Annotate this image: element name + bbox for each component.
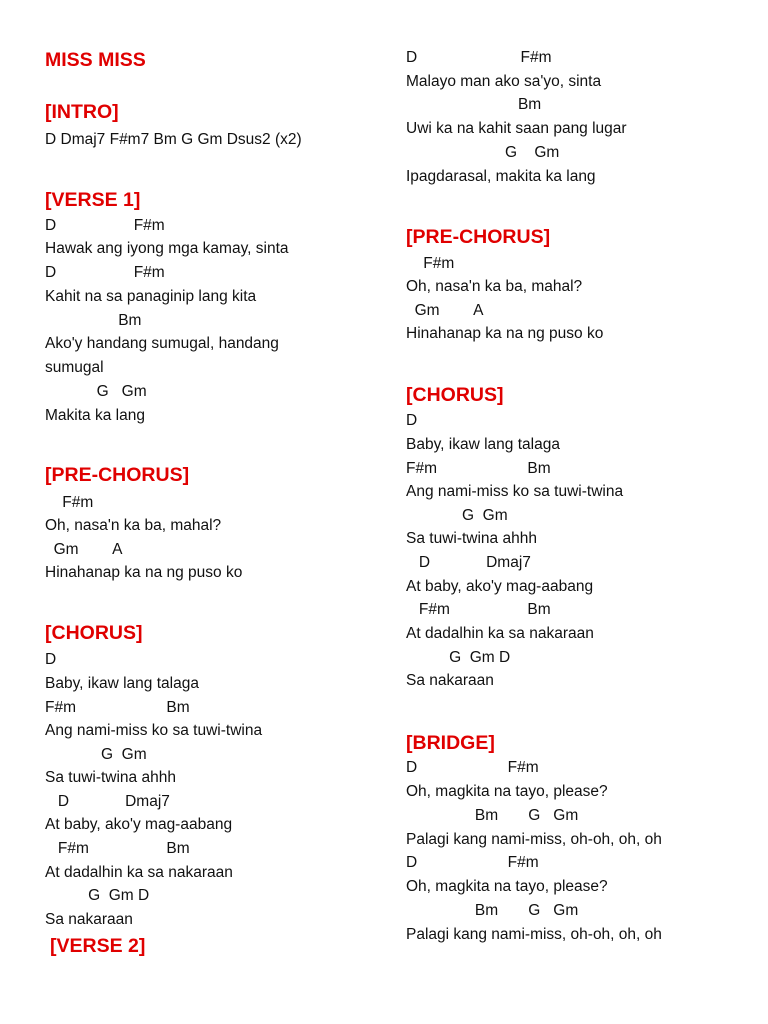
chord-line: G Gm [45,746,147,763]
lyric-line: Hawak ang iyong mga kamay, sinta [45,240,289,257]
section-heading: [CHORUS] [406,384,504,406]
lyric-line: Palagi kang nami-miss, oh-oh, oh, oh [406,926,662,943]
chord-line: Bm G Gm [406,807,579,824]
lyric-line: Hinahanap ka na ng puso ko [406,325,604,342]
lyric-line: Ang nami-miss ko sa tuwi-twina [45,722,263,739]
chord-line: D Dmaj7 [45,793,170,810]
chord-line: D [45,651,57,668]
chord-line: G Gm D [406,649,511,666]
chord-line: D F#m [406,49,552,66]
chord-line: F#m Bm [406,460,551,477]
lyric-line: Oh, magkita na tayo, please? [406,783,608,800]
lyric-line: Baby, ikaw lang talaga [406,436,560,453]
lyric-line: At dadalhin ka sa nakaraan [406,625,594,642]
lyric-line: sumugal [45,359,104,376]
chord-line: D Dmaj7 [406,554,531,571]
lyric-line: Oh, nasa'n ka ba, mahal? [406,278,583,295]
lyric-line: Baby, ikaw lang talaga [45,675,199,692]
song-title: MISS MISS [45,49,146,71]
chord-line: D F#m [45,264,165,281]
chord-line: F#m Bm [45,840,190,857]
section-heading: [PRE-CHORUS] [45,464,190,486]
lyric-line: Palagi kang nami-miss, oh-oh, oh, oh [406,831,662,848]
lyric-line: Sa nakaraan [45,911,133,928]
chord-line: F#m [406,255,455,272]
chord-line: Bm G Gm [406,902,579,919]
lyric-line: D Dmaj7 F#m7 Bm G Gm Dsus2 (x2) [45,131,302,148]
chord-line: F#m Bm [406,601,551,618]
lyric-line: At baby, ako'y mag-aabang [406,578,594,595]
lyric-line: Makita ka lang [45,407,145,424]
chord-line: G Gm [406,144,560,161]
lyric-line: At dadalhin ka sa nakaraan [45,864,233,881]
chord-line: Gm A [406,302,484,319]
lyric-line: Oh, nasa'n ka ba, mahal? [45,517,222,534]
section-heading: [VERSE 1] [45,189,141,211]
section-heading: [BRIDGE] [406,732,495,754]
chord-line: D F#m [406,854,539,871]
lyric-line: Sa tuwi-twina ahhh [406,530,537,547]
lyric-line: Ang nami-miss ko sa tuwi-twina [406,483,624,500]
chord-line: G Gm D [45,887,150,904]
section-heading: [INTRO] [45,101,119,123]
chord-line: G Gm [45,383,147,400]
chord-line: F#m [45,494,94,511]
lyric-line: Sa tuwi-twina ahhh [45,769,176,786]
chord-line: G Gm [406,507,508,524]
chord-line: Bm [45,312,142,329]
lyric-line: Oh, magkita na tayo, please? [406,878,608,895]
lyric-line: Hinahanap ka na ng puso ko [45,564,243,581]
chord-line: D F#m [406,759,539,776]
chord-line: Bm [406,96,542,113]
section-heading: [CHORUS] [45,622,143,644]
lyric-line: At baby, ako'y mag-aabang [45,816,233,833]
lyric-line: Ako'y handang sumugal, handang [45,335,279,352]
chord-line: D F#m [45,217,165,234]
lyric-line: Ipagdarasal, makita ka lang [406,168,596,185]
section-heading: [VERSE 2] [50,935,146,957]
lyric-line: Malayo man ako sa'yo, sinta [406,73,602,90]
lyric-line: Sa nakaraan [406,672,494,689]
chord-line: D [406,412,418,429]
chord-line: Gm A [45,541,123,558]
chord-line: F#m Bm [45,699,190,716]
lyric-line: Kahit na sa panaginip lang kita [45,288,257,305]
section-heading: [PRE-CHORUS] [406,226,551,248]
lyric-line: Uwi ka na kahit saan pang lugar [406,120,627,137]
